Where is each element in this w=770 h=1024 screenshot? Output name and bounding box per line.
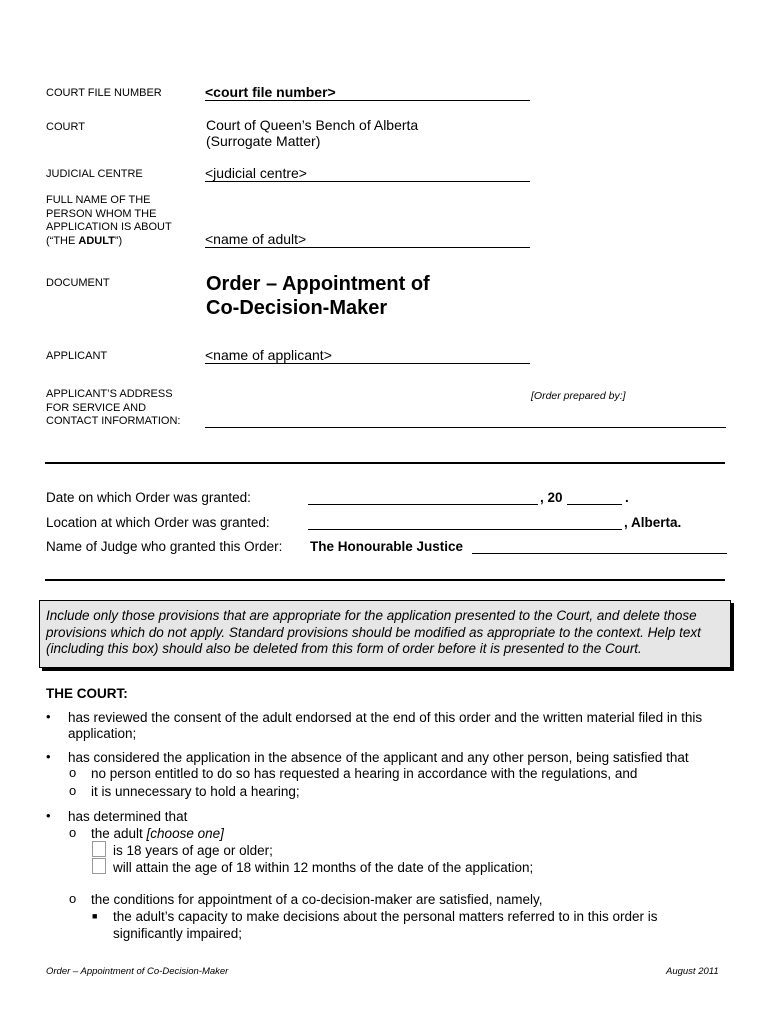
sub-bullet-icon: o (69, 765, 77, 780)
bullet3-sub1 (91, 825, 224, 842)
document-label: DOCUMENT (46, 277, 110, 289)
applicant-name-field[interactable]: <name of applicant> (205, 347, 530, 364)
address-label-line3: CONTACT INFORMATION: (46, 415, 181, 427)
help-line1: Include only those provisions that are appropriate for the application presented to the Court, and delete those (46, 608, 697, 623)
sub-bullet-icon: o (69, 891, 77, 906)
date-end: . (625, 490, 629, 505)
location-granted-label: Location at which Order was granted: (46, 515, 270, 530)
sub-bullet-icon: o (69, 825, 77, 840)
footer-right: August 2011 (666, 966, 719, 977)
location-granted-field[interactable] (308, 514, 622, 530)
judge-label: Name of Judge who granted this Order: (46, 539, 283, 554)
bullet2-text: has considered the application in the absence of the applicant and any other person, being satisfied that (68, 750, 689, 765)
court-heading: THE COURT: (46, 686, 128, 701)
adult-name-field[interactable]: <name of adult> (205, 231, 530, 248)
bullet-icon: • (46, 709, 51, 724)
adult-label (46, 194, 172, 248)
address-label (46, 388, 180, 429)
judicial-centre-label: JUDICIAL CENTRE (46, 168, 143, 180)
bullet3-sub2: the conditions for appointment of a co-decision-maker are satisfied, namely, (91, 892, 543, 907)
court-value-line1: Court of Queen’s Bench of Alberta (206, 117, 419, 133)
adult-label-line4 (46, 235, 172, 249)
court-file-number-label: COURT FILE NUMBER (46, 87, 162, 99)
option-will-attain-18: will attain the age of 18 within 12 months of the date of the application; (113, 860, 534, 875)
bullet3-sub1-pre: the adult (91, 826, 147, 841)
judge-name-field[interactable] (472, 538, 727, 554)
adult-label-post: ”) (114, 234, 123, 247)
adult-label-bold: ADULT (78, 234, 115, 247)
bullet-icon: • (46, 749, 51, 764)
address-label-line1: APPLICANT’S ADDRESS (46, 388, 173, 400)
bullet1-line1: has reviewed the consent of the adult endorsed at the end of this order and the written material filed in this (68, 710, 703, 725)
sub-bullet-icon: o (69, 783, 77, 798)
adult-label-line2: PERSON WHOM THE (46, 207, 157, 220)
square-bullet-icon: ■ (92, 911, 98, 921)
square-item-line2: significantly impaired; (113, 926, 243, 941)
help-line3: (including this box) should also be deleted from this form of order before it is presented to the Court. (46, 641, 642, 656)
date-year-field[interactable] (567, 489, 622, 505)
judicial-centre-field[interactable]: <judicial centre> (205, 165, 530, 182)
court-value-line2: (Surrogate Matter) (206, 133, 321, 149)
bullet-icon: • (46, 808, 51, 823)
bullet2-sub1: no person entitled to do so has requested a hearing in accordance with the regulations, and (91, 766, 638, 781)
checkbox-will-attain-18[interactable] (92, 858, 106, 874)
document-title-line1: Order – Appointment of (206, 273, 430, 295)
adult-label-pre: (“THE (46, 234, 79, 247)
bullet1-line2: application; (68, 726, 137, 741)
option-18-or-older: is 18 years of age or older; (113, 843, 273, 858)
judge-prefix: The Honourable Justice (310, 539, 464, 554)
help-text-box (39, 600, 731, 668)
date-granted-field[interactable] (308, 489, 538, 505)
choose-one-note: [choose one] (146, 826, 224, 841)
applicant-label: APPLICANT (46, 350, 108, 362)
address-label-line2: FOR SERVICE AND (46, 401, 147, 414)
court-file-number-field[interactable]: <court file number> (205, 84, 530, 101)
divider-top (45, 462, 725, 464)
divider-bottom (45, 579, 725, 581)
footer-left: Order – Appointment of Co-Decision-Maker (46, 966, 229, 977)
adult-label-line1: FULL NAME OF THE (46, 194, 151, 206)
checkbox-18-or-older[interactable] (92, 841, 106, 857)
address-field[interactable] (205, 413, 726, 428)
court-label: COURT (46, 121, 85, 133)
help-line2: provisions which do not apply. Standard provisions should be modified as appropriate to the context. Help text (46, 624, 701, 640)
location-suffix: , Alberta. (624, 515, 682, 530)
order-prepared-by: [Order prepared by:] (531, 390, 626, 402)
bullet3-text: has determined that (68, 809, 188, 824)
bullet2-sub2: it is unnecessary to hold a hearing; (91, 784, 300, 799)
date-year-prefix: , 20 (540, 490, 563, 505)
document-title-line2: Co-Decision-Maker (206, 297, 388, 319)
square-item-line1: the adult’s capacity to make decisions about the personal matters referred to in this order is (113, 909, 658, 924)
date-granted-label: Date on which Order was granted: (46, 490, 251, 505)
adult-label-line3: APPLICATION IS ABOUT (46, 221, 172, 233)
